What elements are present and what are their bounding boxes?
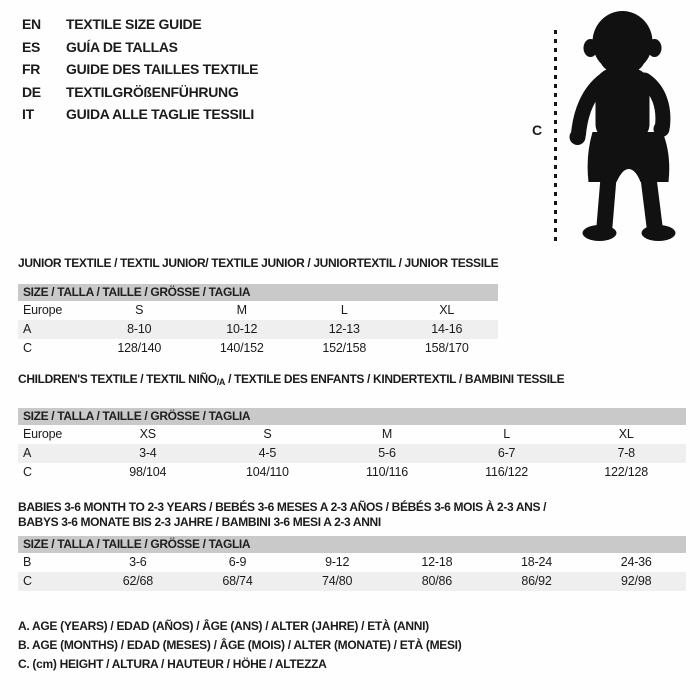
row-label: C [23,465,32,479]
language-row [22,13,258,36]
section-junior-textile [18,256,700,358]
age-cell: 18-24 [521,555,553,569]
row-label: B [23,555,32,569]
age-cell: 8-10 [127,322,152,336]
language-title: TEXTILGRÖßENFÜHRUNG [66,83,239,100]
language-title: TEXTILE SIZE GUIDE [66,16,202,32]
row-label: A [23,322,32,336]
height-dashed-line [554,30,557,246]
height-cell: 62/68 [122,574,153,588]
language-title: GUIDA ALLE TAGLIE TESSILI [66,106,254,122]
row-label: A [23,446,32,460]
size-header-bar: SIZE / TALLA / TAILLE / GRÖSSE / TAGLIA [18,284,498,301]
age-cell: 5-6 [378,446,396,460]
language-code: FR [22,61,41,77]
age-cell: 10-12 [226,322,258,336]
height-cell: 104/110 [245,465,289,479]
height-cell: 152/158 [322,341,367,355]
table-row-height [18,463,686,482]
title-sub: /A [216,377,226,387]
size-cell: S [263,427,272,441]
size-cell: L [340,303,348,317]
age-cell: 12-13 [328,322,360,336]
section-title-junior: JUNIOR TEXTILE / TEXTIL JUNIOR/ TEXTILE JUNIOR / JUNIORTEXTIL / JUNIOR TESSILE [18,256,499,270]
size-cell: XL [439,303,455,317]
height-cell: 68/74 [222,574,253,588]
legend-line-age-years: A. AGE (YEARS) / EDAD (AÑOS) / ÂGE (ANS) / ALTER (JAHRE) / ETÀ (ANNI) [18,619,429,633]
size-cell: M [381,427,393,441]
child-height-figure [528,4,698,248]
section-title-childrens [18,372,700,390]
age-cell: 3-6 [129,555,147,569]
height-cell: 80/86 [421,574,452,588]
toddler-silhouette-icon [562,6,695,246]
language-row [22,36,258,59]
size-cell: S [135,303,144,317]
title-line2: BABYS 3-6 MONATE BIS 2-3 JAHRE / BAMBINI 3-6 MESI A 2-3 ANNI [18,515,381,529]
section-childrens-textile [18,372,700,482]
height-cell: 140/152 [219,341,264,355]
age-cell: 6-7 [497,446,516,460]
legend-line-age-months: B. AGE (MONTHS) / EDAD (MESES) / ÂGE (MOIS) / ALTER (MONATE) / ETÀ (MESI) [18,638,462,652]
height-cell: 98/104 [129,465,167,479]
size-cell: L [503,427,510,441]
language-code: IT [22,106,34,122]
title-rest: / TEXTILE DES ENFANTS / KINDERTEXTIL / BAMBINI TESSILE [225,372,565,386]
row-label: Europe [23,303,63,317]
size-header-bar: SIZE / TALLA / TAILLE / GRÖSSE / TAGLIA [18,408,686,425]
legend [18,617,700,674]
height-cell: 128/140 [117,341,162,355]
height-cell: 110/116 [366,465,408,479]
height-cell: 122/128 [604,465,649,479]
title-line1: BABIES 3-6 MONTH TO 2-3 YEARS / BEBÉS 3-6 MESES A 2-3 AÑOS / BÉBÉS 3-6 MOIS À 2-3 ANS / [18,500,547,514]
table-row-height [18,339,498,358]
language-row [22,58,258,81]
language-title: GUÍA DE TALLAS [66,38,178,55]
table-row-age [18,444,686,463]
height-measure-label: C [532,122,543,138]
language-row [22,81,258,104]
header-area [0,0,700,250]
size-cell: XS [139,427,156,441]
table-row-age-months [18,553,686,572]
height-cell: 74/80 [322,574,353,588]
age-cell: 6-9 [228,555,247,569]
age-cell: 7-8 [617,446,635,460]
section-title-babies [18,500,700,530]
size-header-bar: SIZE / TALLA / TAILLE / GRÖSSE / TAGLIA [18,536,686,553]
age-cell: 12-18 [421,555,453,569]
language-code: DE [22,83,41,100]
legend-line-height: C. (cm) HEIGHT / ALTURA / HAUTEUR / HÖHE / ALTEZZA [18,657,327,671]
age-cell: 9-12 [325,555,350,569]
row-label: Europe [23,427,63,441]
title-main: CHILDREN'S TEXTILE / TEXTIL NIÑO [18,372,217,386]
age-cell: 14-16 [431,322,463,336]
height-cell: 158/170 [424,341,469,355]
table-row-age [18,320,498,339]
language-row [22,103,258,126]
size-cell: XL [618,427,634,441]
language-list [22,13,258,126]
age-cell: 3-4 [139,446,157,460]
language-code: EN [22,16,41,32]
row-label: C [23,341,32,355]
height-cell: 86/92 [521,574,552,588]
size-cell: M [236,303,247,317]
height-cell: 92/98 [621,574,652,588]
table-row-height [18,572,686,591]
table-row-europe [18,301,498,320]
language-title: GUIDE DES TAILLES TEXTILE [66,61,259,77]
height-cell: 116/122 [485,465,528,479]
section-babies-textile [18,500,700,591]
age-cell: 24-36 [620,555,652,569]
age-cell: 4-5 [258,446,277,460]
row-label: C [23,574,32,588]
table-row-europe [18,425,686,444]
language-code: ES [22,38,41,55]
